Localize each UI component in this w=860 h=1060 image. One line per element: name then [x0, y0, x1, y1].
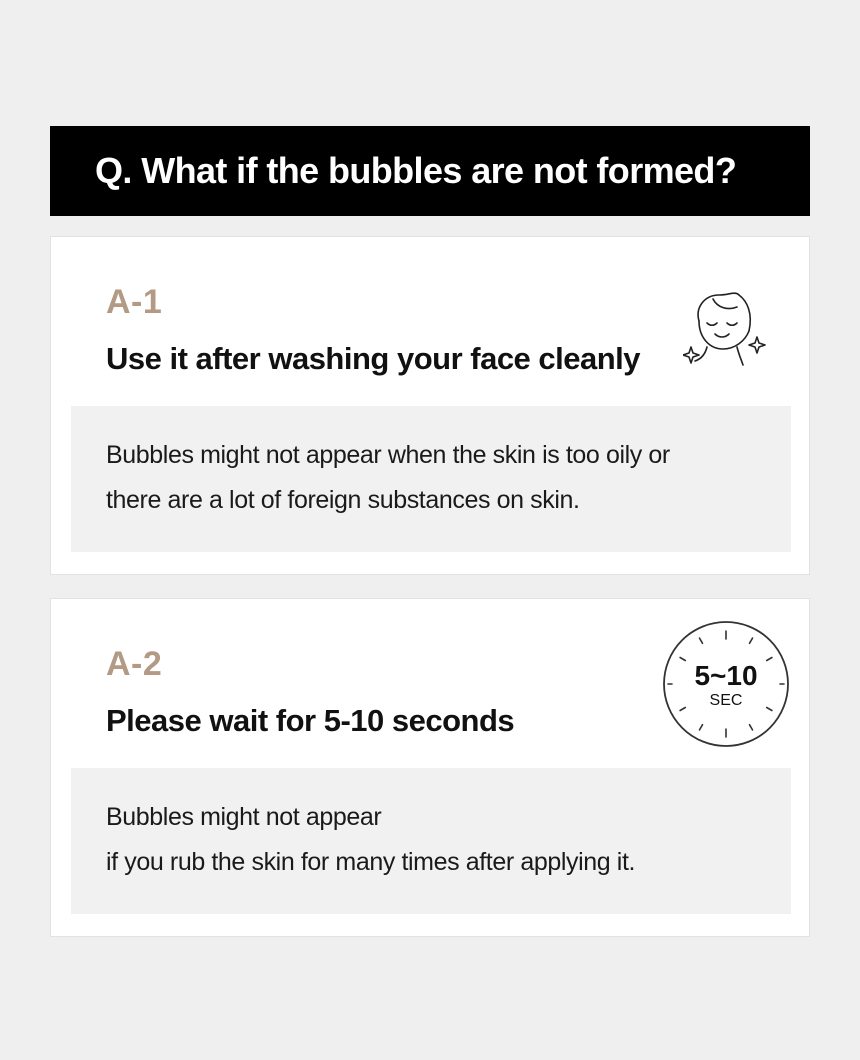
- answer-title: Use it after washing your face cleanly: [106, 341, 641, 376]
- question-banner: [50, 126, 810, 216]
- answer-description-line: if you rub the skin for many times after applying it.: [106, 848, 636, 876]
- answer-card-2: [50, 598, 810, 937]
- smiling-face-sparkle-icon: [683, 287, 769, 377]
- timer-value: 5~10: [694, 660, 758, 691]
- question-text: Q. What if the bubbles are not formed?: [95, 150, 737, 191]
- answer-description-line: there are a lot of foreign substances on skin.: [106, 486, 580, 514]
- answer-title: Please wait for 5-10 seconds: [106, 703, 515, 738]
- timer-unit: SEC: [709, 692, 743, 709]
- answer-card-1: [50, 236, 810, 575]
- answer-description-box: [71, 406, 791, 552]
- answer-description-line: Bubbles might not appear: [106, 803, 382, 831]
- timer-clock-icon: [659, 617, 793, 751]
- answer-description-line: Bubbles might not appear when the skin is too oily or: [106, 441, 670, 469]
- answer-description-box: [71, 768, 791, 914]
- answer-number: A-1: [106, 283, 163, 321]
- answer-number: A-2: [106, 645, 163, 683]
